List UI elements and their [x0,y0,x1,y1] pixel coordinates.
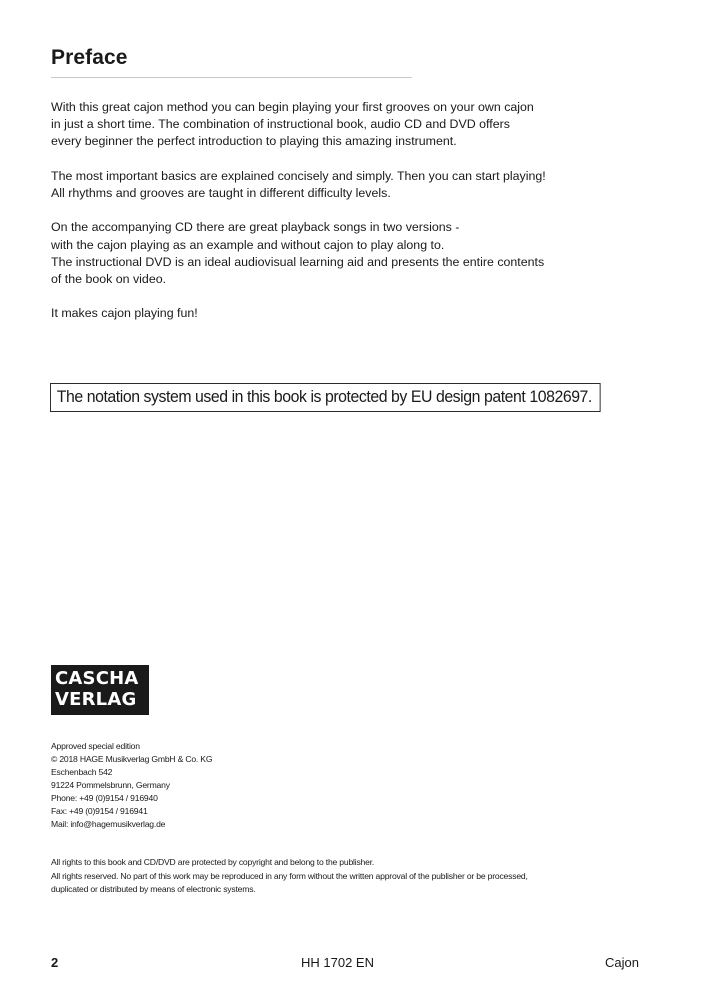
imprint-line: Mail: info@hagemusikverlag.de [51,819,166,829]
imprint-line: Phone: +49 (0)9154 / 916940 [51,793,158,803]
text-line: On the accompanying CD there are great playback songs in two versions - [51,220,460,235]
rights-line: All rights reserved. No part of this work may be reproduced in any form without the written approval of the publisher or be processed, [51,870,528,881]
title-divider [51,77,412,78]
preface-body [51,99,621,340]
text-line: of the book on video. [51,272,167,286]
product-code: HH 1702 EN [301,955,374,970]
text-line: All rhythms and grooves are taught in different difficulty levels. [51,186,391,200]
imprint-line: Approved special edition [51,741,140,751]
page-number: 2 [51,955,59,970]
text-line: The instructional DVD is an ideal audiovisual learning aid and presents the entire contents [51,254,545,269]
patent-notice: The notation system used in this book is protected by EU design patent 1082697. [50,383,601,412]
rights-notice [51,856,528,897]
imprint-line: Eschenbach 542 [51,767,113,777]
text-line: It makes cajon playing fun! [51,306,198,321]
text-line: every beginner the perfect introduction to playing this amazing instrument. [51,134,457,149]
logo-line-1: CASCHA [55,668,139,689]
paragraph-media [51,219,621,288]
rights-line: duplicated or distributed by means of electronic systems. [51,884,256,894]
page-title: Preface [51,46,128,69]
publisher-logo [51,665,149,715]
book-title: Cajon [605,955,639,970]
imprint [51,740,212,831]
text-line: with the cajon playing as an example and without cajon to play along to. [51,237,445,252]
text-line: With this great cajon method you can begin playing your first grooves on your own cajon [51,100,534,114]
logo-line-2: VERLAG [55,689,137,710]
paragraph-closing [51,305,621,322]
paragraph-basics [51,168,621,202]
imprint-line: 91224 Pommelsbrunn, Germany [51,780,170,790]
imprint-line: Fax: +49 (0)9154 / 916941 [51,806,148,816]
text-line: in just a short time. The combination of instructional book, audio CD and DVD offers [51,117,510,132]
text-line: The most important basics are explained concisely and simply. Then you can start playing! [51,168,546,183]
rights-line: All rights to this book and CD/DVD are protected by copyright and belong to the publisher. [51,857,375,867]
imprint-line: © 2018 HAGE Musikverlag GmbH & Co. KG [51,754,213,764]
paragraph-intro [51,99,621,151]
